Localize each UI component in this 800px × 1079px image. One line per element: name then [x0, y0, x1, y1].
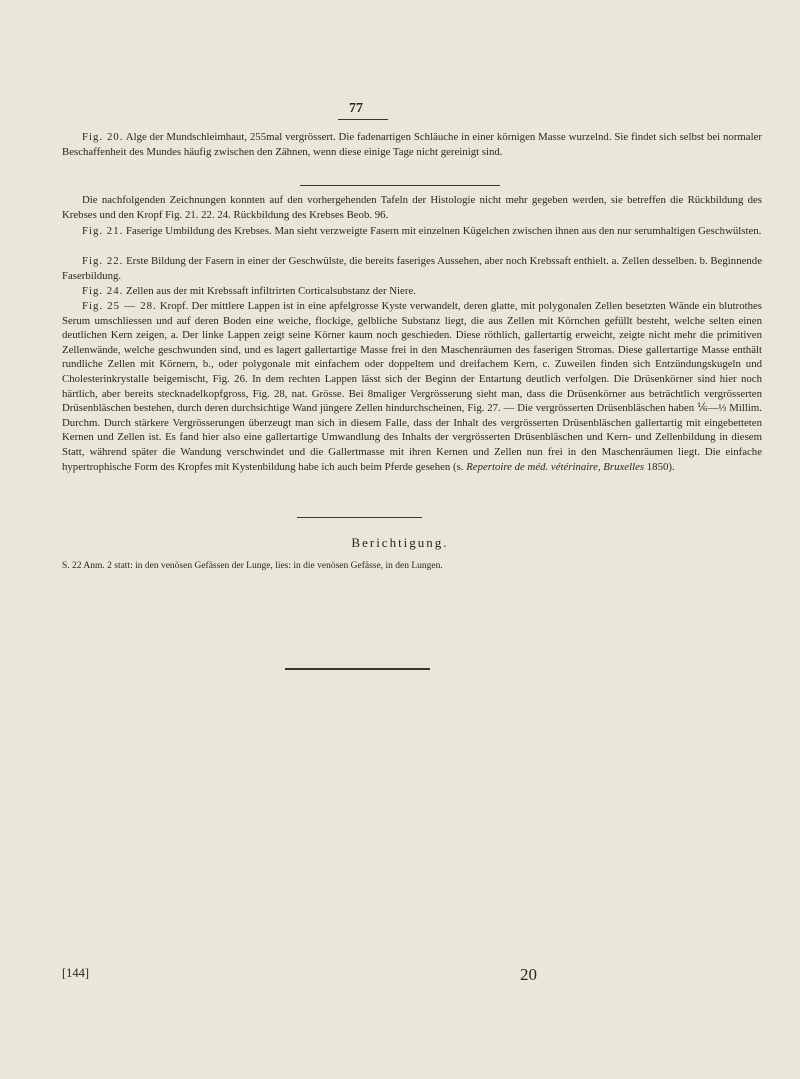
figure-label: Fig. 20. [82, 131, 124, 143]
figure-22-paragraph [62, 254, 762, 283]
figure-label: Fig. 24. [82, 285, 124, 297]
figure-text: Kropf. Der mittlere Lappen ist in eine apfelgrosse Kyste verwandelt, deren glatte, mit polygonalen Zellen besetzten Wände ein blutrothes Serum umschliessen und auf deren Boden eine weiche, flockige, gelbliche Substanz liegt, die aus Zellen mit Körnchen gefüllt besteht, welche selten einen deutlichen Kern zeigen, a. Der linke Lappen zeigt seine Körner kaum noch geschieden. Diese röthlich, gallertartig erweicht, zeigte nicht mehr die primitiven Zellenwände, welche geschwunden sind, und es lagert gallertartige Masse frei in den Maschenräumen des faserigen Stromas. Diese gallertartige Masse enthält rundliche Zellen mit Körnern, b., oder polygonale mit einfachem oder doppeltem und dreifachem Kern, c. Zuweilen finden sich Entzündungskugeln und Cholesterinkrystalle beigemischt, Fig. 26. In dem rechten Lappen lässt sich der Beginn der Entartung deutlich verfolgen. Die Drüsenkörner sind hier noch härtlich, aber bereits stecknadelkopfgross, Fig. 28, nat. Grösse. Bei 8maliger Vergrösserung sieht man, dass die Drüsenkörner aus beträchtlich vergrösserten Drüsenbläschen bestehen, durch deren durchsichtige Wand jüngere Zellen hindurchscheinen, Fig. 27. — Die vergrösserten Drüsenbläschen haben ⅙—⅓ Millim. Durchm. Durch stärkere Vergrösserungen überzeugt man sich in diesem Falle, dass der Inhalt des vergrösserten Drüsenbläschen gallertartig mit eingebetteten Kernen und Zellen ist. Es fand hier also eine gallertartige Umwandlung des Inhalts der vergrösserten Drüsenbläschen und Kern- und Zellenbildung in diesem Statt, während später die Wandung verschwindet und die Gallertmasse mit ihren Kernen und Zellen nun frei in den Maschenräumen liegt. Die einfache hypertrophische Form des Kropfes mit Kystenbildung habe ich auch beim Pferde gesehen (s. [62, 300, 762, 473]
ornament-rule [285, 668, 430, 670]
figure-label: Fig. 21. [82, 225, 124, 237]
intro-paragraph: Die nachfolgenden Zeichnungen konnten auf den vorhergehenden Tafeln der Histologie nicht mehr gegeben werden, sie betreffen die Rückbildung des Krebses und den Kropf Fig. 21. 22. 24. Rückbildung des Krebses Beob. 96. [62, 194, 762, 221]
reference-year: 1850). [644, 460, 675, 473]
berichtigung-text: S. 22 Anm. 2 statt: in den venösen Gefässen der Lunge, lies: in die venösen Gefässe, in den Lungen. [62, 561, 443, 571]
reference-title: Repertoire de méd. vétérinaire, Bruxelles [466, 460, 645, 473]
berichtigung-heading: Berichtigung. [351, 535, 449, 550]
figure-text: Faserige Umbildung des Krebses. Man sieht verzweigte Fasern mit einzelnen Kügelchen zwischen ihnen aus den nur serumhaltigen Geschwülsten. [123, 225, 762, 237]
figure-text: Erste Bildung der Fasern in einer der Geschwülste, die bereits faseriges Aussehen, aber noch Krebssaft enthielt. a. Zellen desselben. b. Beginnende Faserbildung. [62, 255, 762, 282]
figure-text: Zellen aus der mit Krebssaft infiltrirten Corticalsubstanz der Niere. [123, 285, 416, 297]
page-number: 77 [349, 101, 363, 116]
figure-21-paragraph [62, 224, 762, 239]
figure-20-paragraph [62, 130, 762, 159]
figure-label: Fig. 22. [82, 255, 124, 267]
figure-25-28-paragraph [62, 299, 762, 474]
figure-label: Fig. 25 — 28. [82, 300, 157, 312]
figure-24-paragraph [62, 284, 762, 299]
bracket-mark: [144] [62, 966, 90, 980]
separator-rule [297, 517, 422, 518]
figure-text: Alge der Mundschleimhaut, 255mal vergrössert. Die fadenartigen Schläuche in einer körnigen Masse wurzelnd. Sie findet sich selbst bei normaler Beschaffenheit des Mundes häufig zwischen den Zähnen, wenn diese einige Tage nicht gereinigt sind. [62, 131, 762, 158]
separator-rule [300, 185, 500, 186]
page-number-underline [338, 119, 388, 120]
sheet-number: 20 [520, 965, 537, 984]
